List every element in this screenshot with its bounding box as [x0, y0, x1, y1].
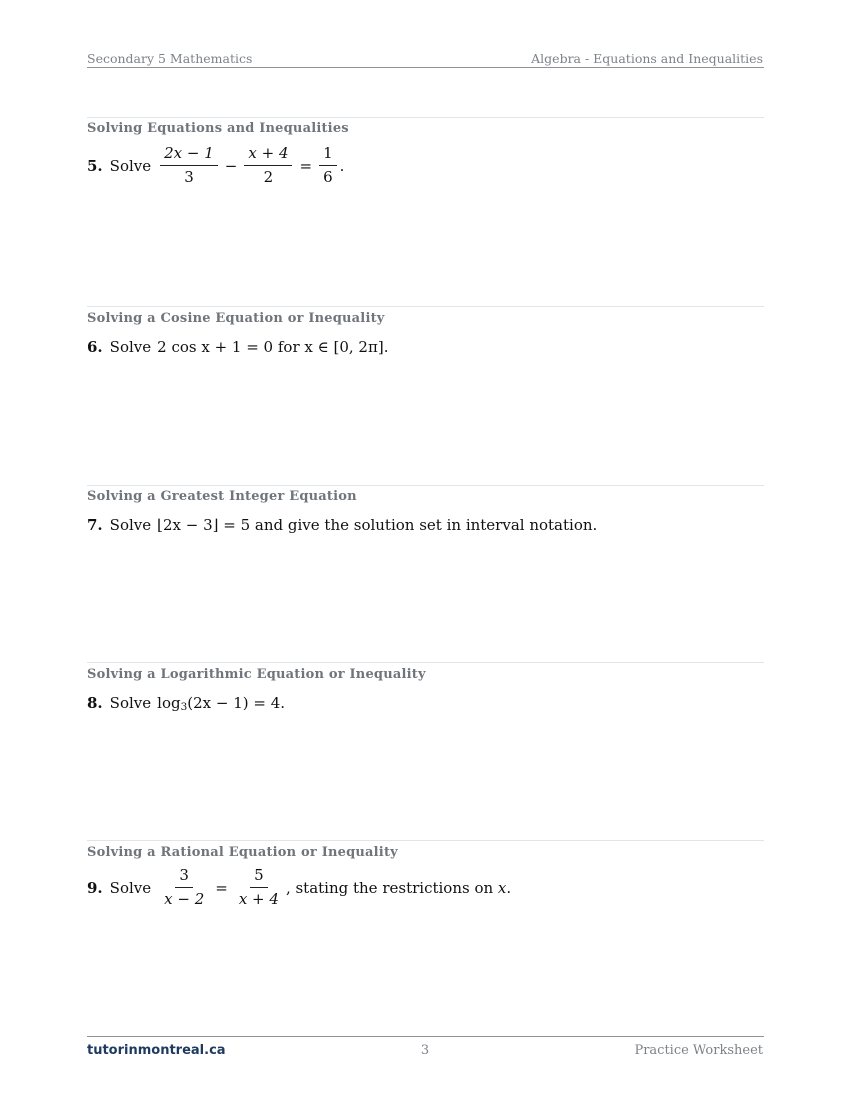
header-divider: [87, 67, 764, 68]
log-argument: (2x − 1) = 4: [187, 694, 281, 712]
log-base: 3: [180, 701, 188, 713]
problem-number: 5.: [87, 156, 103, 175]
punctuation: .: [280, 694, 286, 712]
denominator: 6: [323, 168, 333, 186]
section-title: Solving a Greatest Integer Equation: [87, 489, 357, 504]
section-title: Solving Equations and Inequalities: [87, 121, 349, 136]
section-title: Solving a Rational Equation or Inequality: [87, 845, 398, 860]
problem-number: 9.: [87, 878, 103, 897]
section-divider: [87, 306, 764, 307]
section-title: Solving a Logarithmic Equation or Inequality: [87, 667, 426, 682]
header-topic-title: Algebra - Equations and Inequalities: [531, 51, 763, 66]
section-divider: [87, 840, 764, 841]
section-divider: [87, 117, 764, 118]
problem-5: [87, 144, 344, 187]
problem-lead: Solve: [109, 338, 152, 356]
numerator: 5: [250, 866, 268, 888]
footer-document-type: Practice Worksheet: [634, 1043, 763, 1058]
instruction-text: , stating the restrictions on: [285, 878, 498, 897]
problem-8: [87, 694, 285, 712]
operator: =: [215, 878, 228, 897]
log-function: log: [157, 694, 181, 712]
denominator: 3: [184, 168, 194, 186]
instruction-text: and give the solution set in interval notation.: [250, 516, 598, 534]
problem-lead: Solve: [109, 156, 152, 175]
punctuation: .: [383, 338, 389, 356]
problem-6: [87, 338, 388, 356]
numerator: x + 4: [244, 144, 292, 166]
problem-lead: Solve: [109, 694, 152, 712]
footer-website-link[interactable]: tutorinmontreal.ca: [87, 1043, 226, 1058]
problem-lead: Solve: [109, 878, 152, 897]
fraction: [160, 144, 218, 187]
operator: −: [224, 156, 238, 175]
connector-text: for: [273, 338, 305, 356]
variable: x: [497, 878, 507, 897]
fraction: [160, 866, 208, 909]
operator: =: [299, 156, 313, 175]
section-divider: [87, 485, 764, 486]
problem-lead: Solve: [109, 516, 152, 534]
fraction: [235, 866, 283, 909]
problem-number: 8.: [87, 694, 103, 712]
equation: ⌊2x − 3⌋ = 5: [157, 516, 251, 534]
problem-number: 6.: [87, 338, 103, 356]
problem-7: [87, 516, 597, 534]
fraction: [244, 144, 292, 187]
header-course-title: Secondary 5 Mathematics: [87, 51, 253, 66]
section-divider: [87, 662, 764, 663]
fraction: [319, 144, 337, 187]
denominator: x + 4: [238, 890, 279, 908]
numerator: 3: [175, 866, 193, 888]
numerator: 1: [319, 144, 337, 166]
punctuation: .: [339, 156, 345, 175]
page-number: 3: [420, 1043, 430, 1058]
footer-divider: [87, 1036, 764, 1037]
section-title: Solving a Cosine Equation or Inequality: [87, 311, 385, 326]
domain-interval: x ∈ [0, 2π]: [304, 338, 384, 356]
problem-9: [87, 866, 511, 909]
punctuation: .: [506, 878, 512, 897]
problem-number: 7.: [87, 516, 103, 534]
numerator: 2x − 1: [160, 144, 218, 166]
denominator: 2: [263, 168, 274, 186]
denominator: x − 2: [164, 890, 205, 908]
equation: 2 cos x + 1 = 0: [157, 338, 274, 356]
